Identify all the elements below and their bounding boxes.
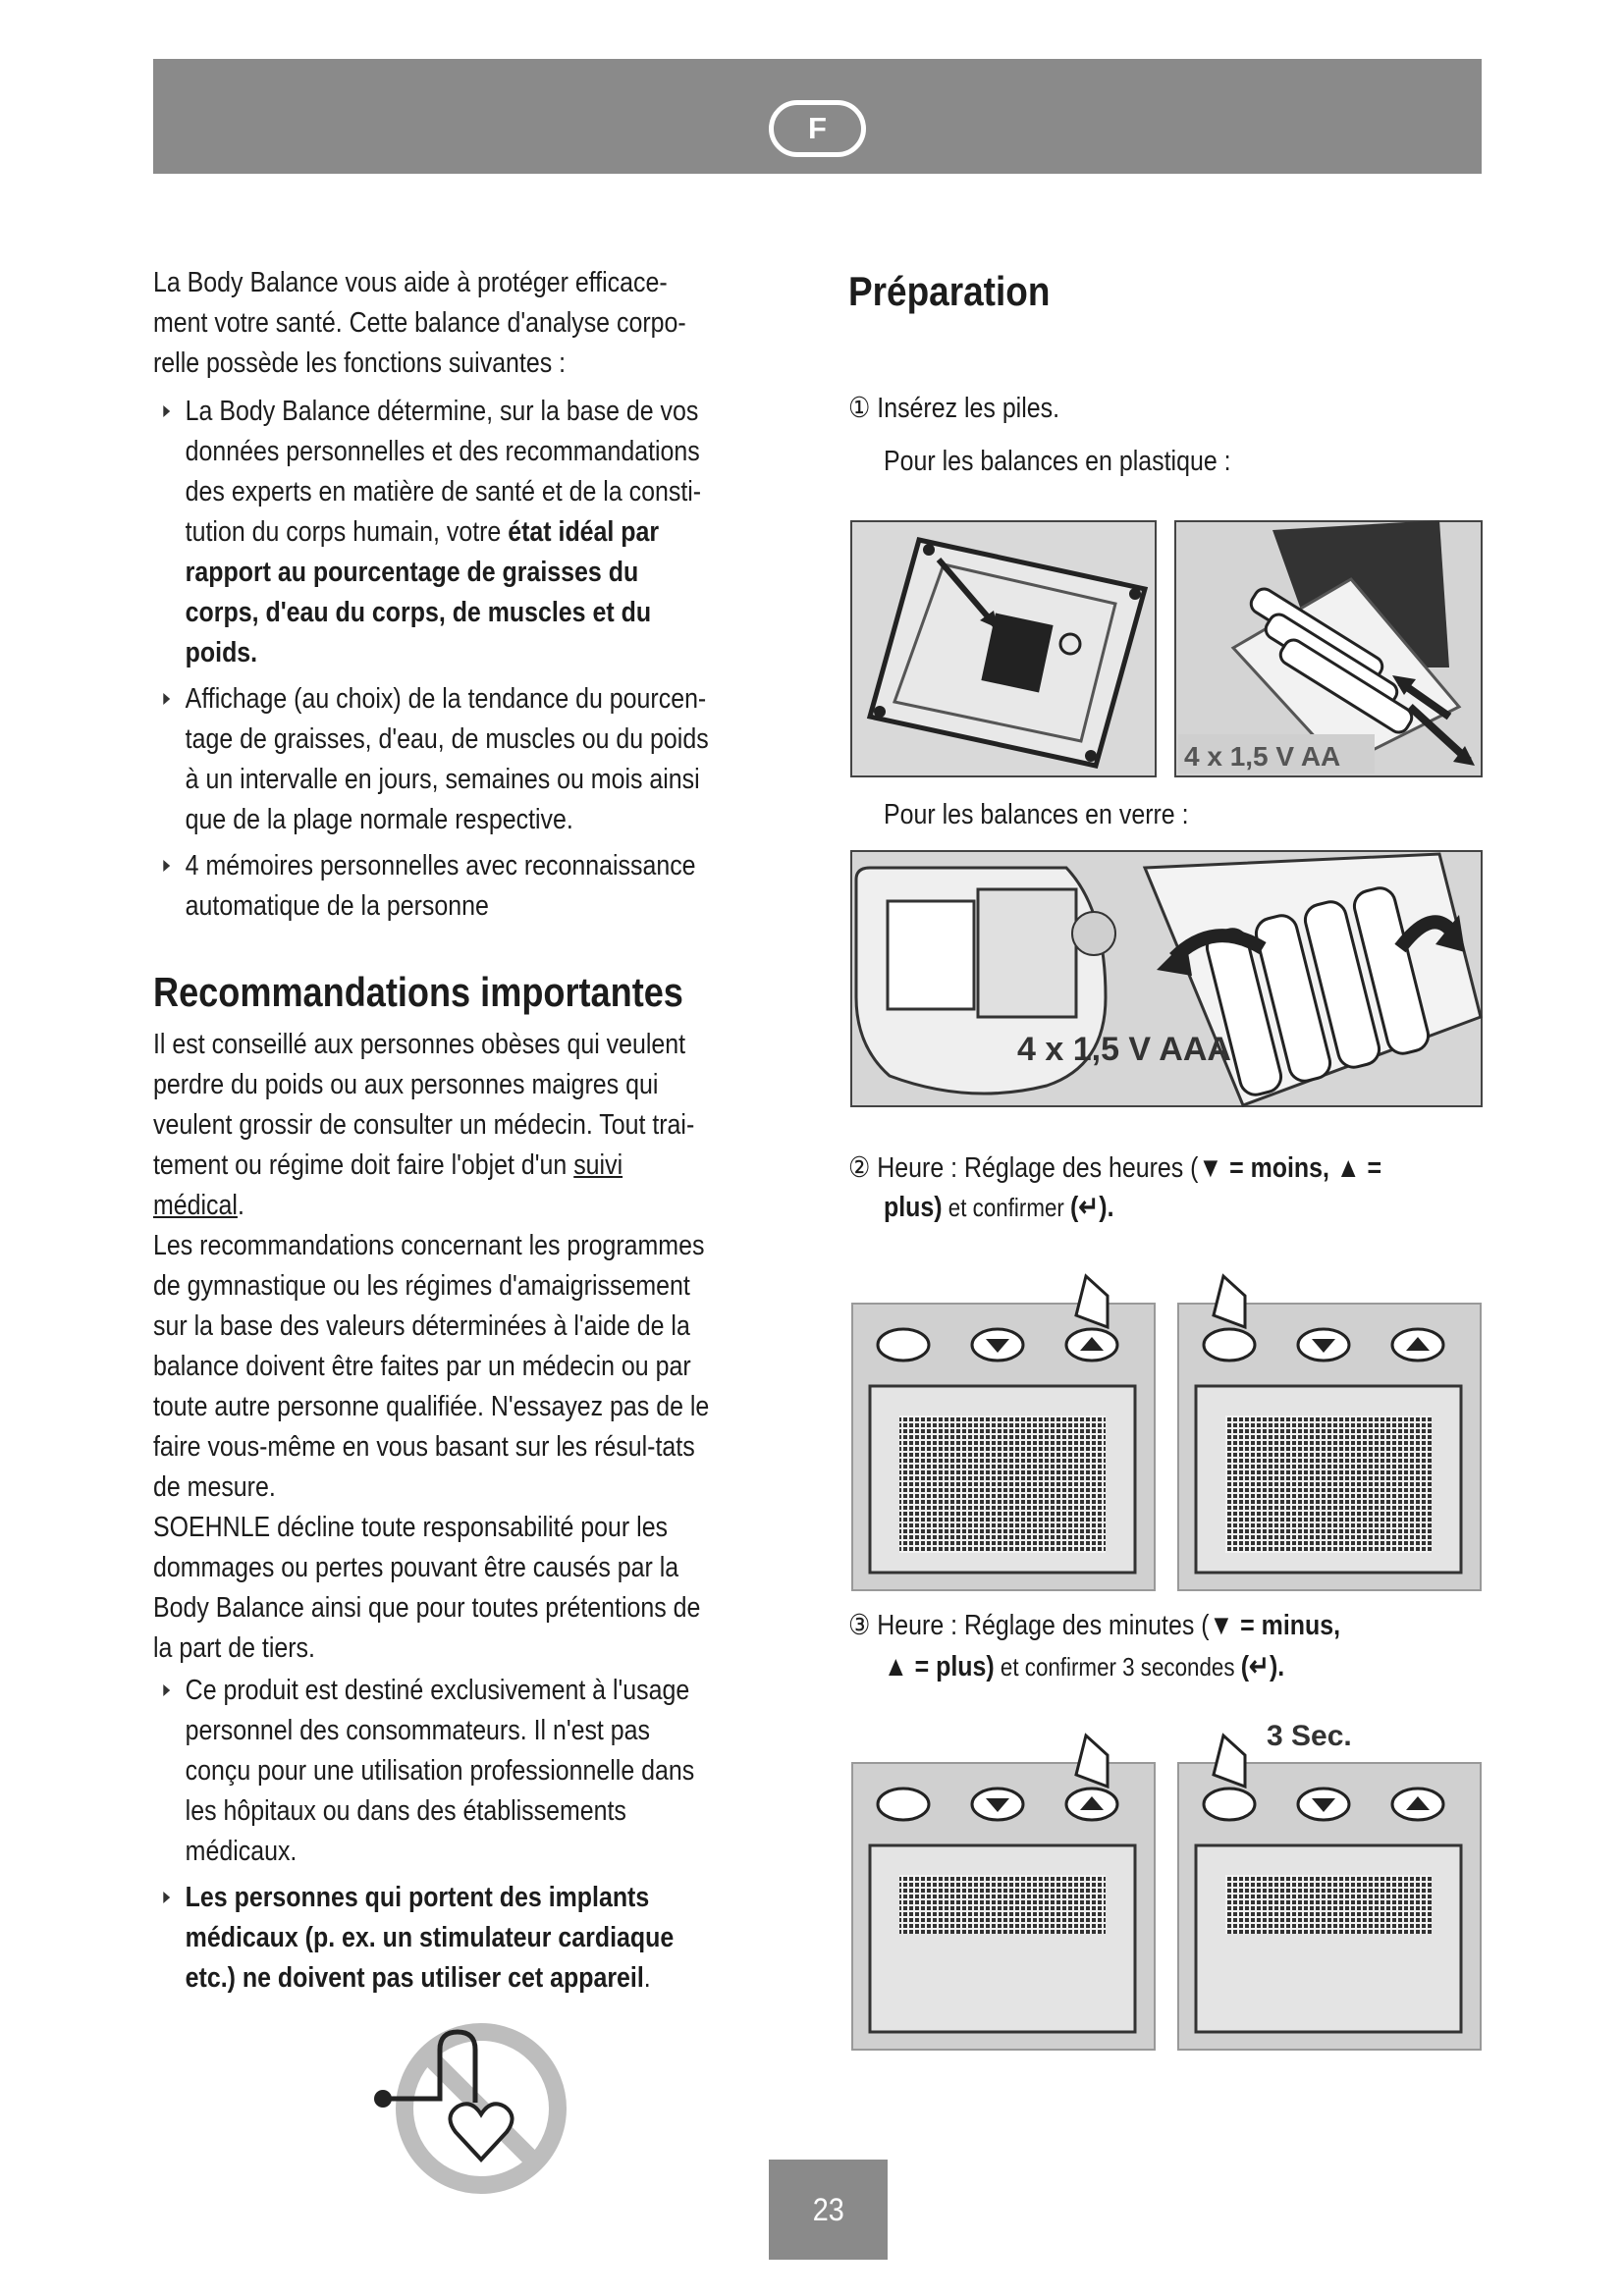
display-panel-right (1178, 1276, 1481, 1590)
header-bar (153, 59, 1482, 174)
feature-text: La Body Balance détermine, sur la base de vos données personnelles et des recommandations des experts en matière de santé et de la consti-tution du corps humain, votre (185, 396, 702, 548)
glass-scale-batteries-illustration (850, 850, 1483, 1107)
implant-warning: Les personnes qui portent des implants médicaux (p. ex. un stimulateur cardiaque etc.) ne doivent pas utiliser cet appareil (185, 1882, 675, 1994)
feature-bold-text: état idéal par rapport au pourcentage de graisses du corps, d'eau du corps, de muscles et du poids. (185, 516, 660, 668)
display-panel-left (852, 1735, 1155, 2050)
language-badge: F (769, 100, 866, 157)
left-column (153, 263, 711, 2004)
medical-follow-up-link: suivi médical (153, 1149, 623, 1221)
step-3-text-line2 (884, 1647, 1284, 1686)
warning-item: Ce produit est destiné exclusivement à l'usage personnel des consommateurs. Il n'est pas conçu pour une utilisation professionnelle dans les hôpitaux ou dans des établissements médicaux. (153, 1671, 711, 1872)
plastic-scales-label: Pour les balances en plastique : (884, 446, 1231, 477)
feature-item: 4 mémoires personnelles avec reconnaissance automatique de la personne (153, 846, 711, 927)
preparation-heading: Préparation (848, 268, 1051, 314)
recommendation-paragraph: Les recommandations concernant les programmes de gymnastique ou les régimes d'amaigrissement sur la base des valeurs déterminées à l'aide de la balance doivent être faites par un médecin ou par toute autre personne qualifiée. N'essayez pas de le faire vous-même en vous basant sur les résul-tats de mesure. (153, 1230, 710, 1503)
liability-paragraph: SOEHNLE décline toute responsabilité pour les dommages ou pertes pouvant être causés par la Body Balance ainsi que pour toutes prétentions de la part de tiers. (153, 1512, 701, 1664)
no-pacemaker-icon (371, 2020, 587, 2197)
hour-setting-displays (850, 1247, 1483, 1592)
intro-paragraph: La Body Balance vous aide à protéger efficace-ment votre santé. Cette balance d'analyse corpo-relle possède les fonctions suivantes : (153, 267, 686, 379)
step-2-keys: ▼ = moins, ▲ = (1198, 1152, 1382, 1184)
recommendations-heading: Recommandations importantes (153, 969, 683, 1015)
page-number-text: 23 (812, 2191, 844, 2227)
glass-scales-label: Pour les balances en verre : (884, 799, 1189, 830)
warning-list (153, 1671, 711, 1999)
step-3-plus: ▲ = plus) (884, 1651, 995, 1682)
step-2-text-line2 (884, 1188, 1113, 1227)
display-panel-left (852, 1276, 1155, 1590)
warning-item (153, 1878, 711, 1999)
plastic-scale-batteries-illustration (1174, 520, 1483, 777)
step-2-text-start: ② Heure : Réglage des heures ( (848, 1152, 1199, 1184)
step-2-text (848, 1148, 1381, 1188)
step-2-confirm: et confirmer (942, 1193, 1071, 1222)
step-2-plus: plus) (884, 1192, 943, 1223)
recommendation-text: Il est conseillé aux personnes obèses qui veulent perdre du poids ou aux personnes maigres qui veulent grossir de consulter un médecin. Tout trai-tement ou régime doit faire l'objet d'un (153, 1029, 695, 1181)
step-2-enter: (↵). (1070, 1192, 1114, 1223)
svg-text:4 x 1,5 V AA: 4 x 1,5 V AA (1184, 741, 1341, 772)
recommendation-text-end: . (237, 1190, 244, 1221)
step-1-text: ① Insérez les piles. (848, 393, 1060, 424)
page-number (769, 2160, 888, 2260)
step-3-text (848, 1606, 1340, 1645)
feature-item (153, 392, 711, 673)
three-seconds-label: 3 Sec. (1267, 1720, 1352, 1752)
svg-text:4 x 1,5 V AAA: 4 x 1,5 V AAA (1017, 1031, 1231, 1068)
step-3-confirm: et confirmer 3 secondes (994, 1652, 1241, 1682)
recommendation-paragraph (153, 1025, 711, 1226)
implant-warning-end: . (643, 1962, 651, 1994)
step-3-enter: (↵). (1240, 1651, 1285, 1682)
step-3-minus: ▼ = minus, (1209, 1610, 1341, 1641)
minute-setting-displays (850, 1706, 1483, 2052)
feature-item: Affichage (au choix) de la tendance du pourcen-tage de graisses, d'eau, de muscles ou du poids à un intervalle en jours, semaines ou mois ainsi que de la plage normale respective. (153, 679, 711, 840)
plastic-scale-bottom-illustration (850, 520, 1157, 777)
step-3-text-start: ③ Heure : Réglage des minutes ( (848, 1610, 1210, 1641)
feature-list (153, 392, 711, 927)
display-panel-right (1178, 1735, 1481, 2050)
